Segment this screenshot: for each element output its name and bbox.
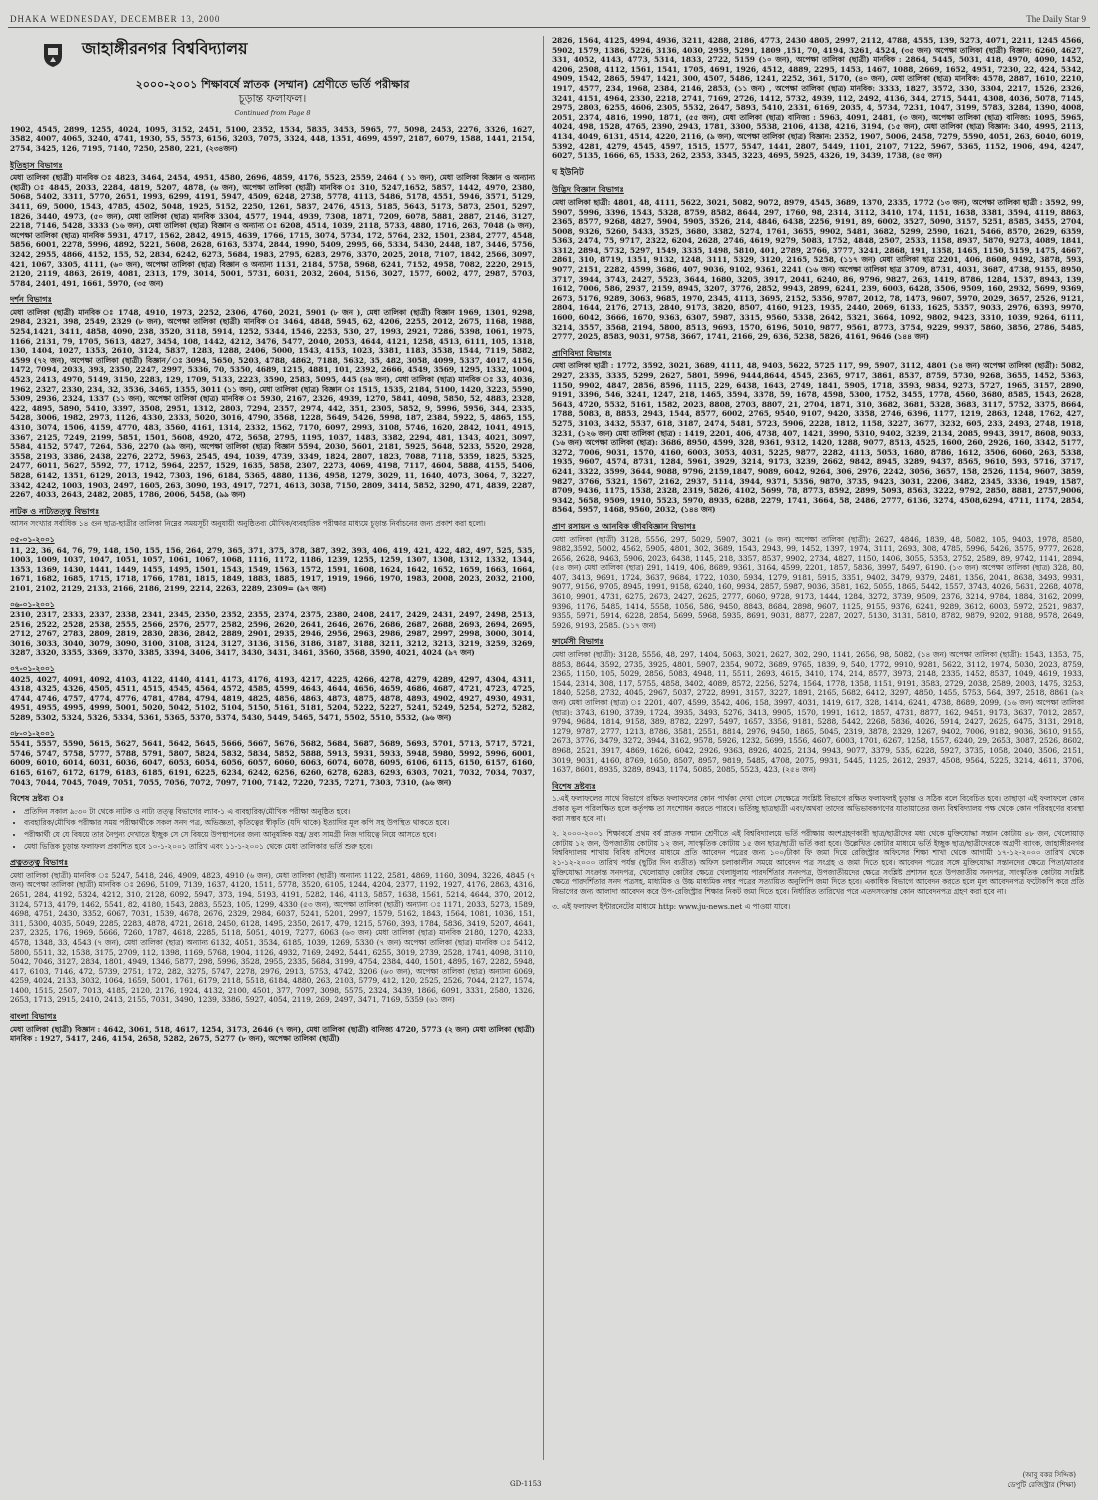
section-body: মেধা তালিকা (ছাত্রী) মানবিক ঃ 1748, 4910, 1973, 2252, 2306, 4760, 2021, 5901 (৮ জন ), মেধা তালিকা (ছাত্রী) বিজ্ঞান 1969, 1301, 9298, 2984, 2321, 398, 2549, 2329 (৮ জন), অপেক্ষা তালিকা (ছাত্রী) মানবিক ঃ 3464, 4848, 5945, 62, 4206, 2255, 2012, 2675, 1168, 1988, 5254,1421, 3411, 4858, 4090, 238, 3520, 3118, 5914, 1252, 5344, 1546, 2253, 530, 27, 1993, 2921, 7286, 5398, 1061, 1975, 1166, 2131, 79, 1705, 5613, 4827, 3454, 108, 1442, 4212, 3476, 5477, 2040, 2053, 4644, 4121, 1258, 4513, 6111, 105, 1318, 130, 1404, 1027, 1353, 2610, 3124, 5837, 1283, 1288, 2406, 5000, 1543, 4153, 1023, 3381, 1183, 3538, 1544, 7119, 5882, 4599 (৭২ জন), অপেক্ষা তালিকা (ছাত্রী) বিজ্ঞান/ঃ 3094, 5650, 5203, 4788, 4862, 7188, 5632, 35, 482, 3058, 4099, 5337, 4017, 4156, 1472, 7094, 2033, 393, 2350, 2247, 2997, 5336, 70, 5350, 4689, 1215, 4881, 101, 2392, 2666, 4549, 3569, 1295, 1332, 1004, 4523, 2413, 4970, 5149, 3150, 2283, 129, 1709, 5133, 2223, 3590, 2583, 5095, 445 (৪৯ জন), মেধা তালিকা (ছাত্র) মানবিক ঃ 33, 4036, 1962, 2327, 2330, 234, 32, 3536, 3465, 1355, 3011 (১১ জন), মেধা তালিকা (ছাত্র) বিজ্ঞান ঃ 1515, 1535, 2184, 5100, 1420, 3223, 5590, 5309, 2936, 2324, 1337 (১১ জন), অপেক্ষা তালিকা (ছাত্র) মানবিক ঃ 5930, 2167, 2326, 4939, 1270, 5841, 4098, 5850, 52, 4883, 2328, 422, 4895, 5890, 5410, 3397, 3508, 2951, 1312, 2803, 7294, 2357, 2974, 442, 351, 2305, 5852, 9, 5996, 5956, 344, 2335, 5428, 3006, 1982, 2973, 1126, 4330, 2333, 5020, 3016, 4790, 3568, 1228, 5649, 5426, 5998, 187, 2384, 5922, 5, 4865, 155, 4310, 3074, 1506, 4159, 4770, 483, 3560, 4161, 1314, 2332, 1562, 7170, 6097, 2993, 3108, 5746, 1620, 2842, 1041, 4915, 3367, 2125, 7249, 2199, 5851, 1501, 5608, 4920, 472, 5658, 2795, 1195, 1037, 1483, 3382, 2294, 481, 1343, 4021, 3097, 5584, 4152, 5747, 7264, 536, 2270 (৯৯ জন), অপেক্ষা তালিকা (ছাত্র) বিজ্ঞান 5594, 2030, 5601, 2181, 5925, 5648, 5233, 5520, 2928, 3558, 2193, 3386, 2438, 2276, 2272, 5963, 2545, 494, 1039, 4739, 3349, 1824, 2807, 1823, 7088, 7118, 5359, 1825, 5325, 2477, 6011, 5627, 5592, 77, 1712, 5964, 2257, 1529, 1635, 5858, 2307, 2273, 4069, 4198, 7117, 4604, 5888, 4155, 5406, 5828, 6142, 1351, 6129, 2013, 1942, 7303, 196, 6184, 5365, 4880, 1136, 4958, 1279, 3029, 11, 1640, 4073, 3064, 7, 3227, 3342, 4242, 1003, 1903, 2497, 1605, 263, 3090, 193, 4917, 7271, 4613, 3038, 7150, 2809, 3414, 5852, 3290, 471, 4839, 2287, 2267, 4033, 2643, 2482, 2085, 1786, 2006, 5458, (৯৯ জন) <box>10 307 535 500</box>
right-column <box>552 36 1084 1460</box>
bangla-continued: 2826, 1564, 4125, 4994, 4936, 3211, 4288, 2186, 4773, 2430 4805, 2997, 2112, 4788, 4555, 139, 5273, 4071, 2211, 1245 4566, 5902, 1579, 1386, 5226, 3136, 4030, 2959, 5291, 1809 ,151, 70, 4194, 3261, 4524, (৩৫ জন) অপেক্ষা তালিকা (ছাত্রী) বিজ্ঞান: 6260, 4627, 331, 4052, 4143, 4773, 5314, 1833, 2722, 5159 (১০ জন), অপেক্ষা তালিকা (ছাত্রী) মানবিক : 2864, 5445, 5031, 418, 4970, 4090, 1452, 4206, 2508, 4112, 1561, 1541, 1705, 4691, 1926, 4512, 4889, 2295, 1453, 1467, 1088, 2669, 1652, 4951, 7230, 22, 424, 5342, 4909, 1542, 2865, 5947, 1421, 300, 4507, 5486, 1241, 2252, 361, 5170, (৪০ জন), মেধা তালিকা (ছাত্র) মানবিক: 4578, 2887, 1610, 2210, 1917, 4577, 234, 1968, 2384, 2146, 2853, (১১ জন) , অপেক্ষা তালিকা (ছাত্র) মানবিক: 3333, 1827, 3572, 330, 3304, 2217, 1526, 2326, 3241, 4151, 4964, 2330, 2218, 2741, 7169, 2726, 1412, 5732, 4939, 112, 2492, 4136, 344, 2715, 5441, 4308, 4036, 5078, 7145, 2975, 2803, 6255, 4606, 2305, 5532, 2647, 5893, 5410, 2331, 6169, 2035, 4, 5734, 7231, 1047, 3199, 5783, 3284, 1390, 4008, 2051, 2374, 4816, 1990, 1871, (৫৫ জন), মেধা তালিকা (ছাত্র) বানিজ্য : 5963, 4091, 2481, (৩ জন), অপেক্ষা তালিকা (ছাত্র) বানিজ্য: 1095, 5965, 4024, 498, 1528, 4765, 2390, 2943, 1781, 3300, 5538, 2106, 4138, 4216, 3194, (১৫ জন), মেধা তালিকা (ছাত্র) বিজ্ঞান: 340, 4995, 2113, 4134, 4049, 6131, 4514, 4220, 2116, (৯ জন), অপেক্ষা তালিকা (ছাত্র) বিজ্ঞান: 2352, 1907, 5006, 2458, 7279, 5590, 4051, 263, 6040, 6019, 5392, 4281, 4279, 4545, 4597, 1515, 1577, 5547, 1441, 2807, 5449, 1101, 2107, 7122, 5967, 5365, 1152, 1906, 494, 4247, 6027, 5135, 1666, 65, 1533, 262, 2353, 3345, 3223, 4695, 5925, 4326, 19, 3439, 1738, (৪৫ জন) <box>552 36 1084 161</box>
note-item: • প্রতিদিন সকাল ৯:৩০ টা থেকে নাটক ও নাট্য তত্ত্ব বিভাগের ল্যাব-১ এ ব্যবহারিক/মৌখিক পরীক্ষা অনুষ্ঠিত হবে। <box>24 807 535 817</box>
section-archaeology <box>10 858 535 1005</box>
note-item: • পরীক্ষার্থী যে যে বিষয়ে তার নৈপুন্য দেখাতে ইচ্ছুক সে সে বিষয়ে উপস্থাপনের জন্য আনুষঙ্গিক যন্ত্র/ দ্রব্য সামগ্রী নিজ দায়িত্বে নিয়ে আসতে হবে। <box>24 830 535 840</box>
notice-header <box>10 36 535 80</box>
section-body: মেধা তালিকা (ছাত্রী) মানবিক ঃ 5247, 5418, 246, 4909, 4823, 4910 (৬ জন), মেধা তালিকা (ছাত্রী) অন্যান্য 1122, 2581, 4869, 1160, 3094, 3226, 4845 (৭ জন) অপেক্ষা তালিকা (ছাত্রী) মানবিক ঃ 2696, 5109, 7139, 1637, 4120, 1511, 5778, 3520, 6105, 1244, 4204, 2377, 1192, 1927, 4176, 2863, 4316, 2651, 284, 4192, 5324, 4212, 310, 2128, 6092, 5947, 373, 194, 5193, 4191, 5282, 146, 4113, 5857, 1638, 1561, 5214, 4644, 370, 2012, 3124, 5713, 4179, 1462, 5541, 82, 4180, 1543, 2883, 5523, 105, 1299, 4330 (৫৩ জন), অপেক্ষা তালিকা (ছাত্রী) অন্যান্য ঃ 1171, 2033, 5273, 1589, 4698, 4751, 2430, 3352, 6067, 7031, 1539, 4678, 2676, 2329, 2984, 6037, 5241, 5201, 2997, 1579, 5162, 1843, 1564, 1081, 1036, 151, 311, 5300, 4035, 5049, 2285, 2283, 4878, 4721, 2618, 2450, 6128, 1495, 2350, 2617, 479, 1215, 5760, 393, 1784, 5836, 3419, 5207, 4641, 237, 2325, 176, 1969, 5666, 7260, 1787, 4618, 2285, 5118, 5051, 4019, 7277, 6063 (৬৩ জন) মেধা তালিকা (ছাত্র) মানবিক 2180, 1270, 4233, 4578, 1348, 33, 4543 (৭ জন), মেধা তালিকা (ছাত্র) অন্যান্য 6132, 4051, 3534, 6185, 1039, 1269, 5330 (৭ জন) অপেক্ষা তালিকা (ছাত্র) মানবিক ঃ 5412, 5800, 5511, 32, 1538, 3175, 2709, 112, 1398, 1169, 5768, 1904, 1126, 4932, 7169, 2492, 5441, 6255, 3019, 2739, 2528, 1741, 4098, 3110, 5042, 7046, 3127, 2834, 1801, 4949, 1346, 5877, 298, 5996, 3528, 2955, 2335, 5684, 3199, 4754, 2384, 440, 1501, 4895, 167, 2282, 5948, 417, 6103, 7146, 472, 5739, 2751, 172, 282, 3275, 5747, 2278, 2976, 2913, 5753, 4742, 3206 (৬৩ জন), অপেক্ষা তালিকা (ছাত্র) অন্যান্য 6069, 4259, 4024, 2133, 3032, 1064, 1659, 5001, 1761, 6179, 2118, 5518, 6184, 4880, 263, 2103, 5779, 412, 120, 2525, 2526, 7044, 2127, 1574, 1400, 1515, 2507, 7013, 4185, 2120, 2176, 1924, 4132, 2100, 4501, 377, 7097, 3098, 5575, 2324, 3439, 1866, 6091, 3331, 2580, 1326, 2653, 1713, 2915, 2410, 2413, 2155, 7031, 3490, 1239, 3386, 5927, 4054, 2119, 269, 2497, 3471, 7169, 5359 (৬১ জন) <box>10 870 535 1005</box>
schedule-list: 2310, 2317, 2333, 2337, 2338, 2341, 2345, 2350, 2352, 2355, 2374, 2375, 2380, 2408, 2417, 2429, 2431, 2497, 2498, 2513, 2516, 2522, 2528, 2538, 2555, 2566, 2576, 2577, 2582, 2596, 2620, 2641, 2646, 2676, 2686, 2687, 2688, 2693, 2694, 2695, 2712, 2767, 2783, 2809, 2819, 2830, 2836, 2842, 2889, 2901, 2935, 2946, 2956, 2963, 2986, 2987, 2997, 2998, 3000, 3014, 3016, 3033, 3040, 3079, 3090, 3100, 3108, 3124, 3127, 3136, 3156, 3186, 3187, 3188, 3211, 3212, 3213, 3219, 3259, 3269, 3287, 3320, 3355, 3369, 3370, 3385, 3394, 3406, 3417, 3430, 3431, 3461, 3560, 3568, 3590, 4021, 4024 (৯৭ জন) <box>10 610 535 658</box>
schedule-date: ০৭-০১-২০০১ <box>10 664 55 674</box>
schedule-date: ০৬-০১-২০০১ <box>10 599 55 609</box>
continued-list: 1902, 4545, 2899, 1255, 4024, 1095, 3152, 2451, 5100, 2352, 1534, 5835, 3453, 5965, 77, 5098, 2453, 2276, 3326, 1627, 3582, 4007, 4065, 3240, 4741, 1930, 55, 5573, 6156, 3203, 7075, 3324, 448, 1351, 4699, 4597, 2187, 6079, 1588, 1441, 2154, 2754, 3425, 126, 7195, 7140, 7250, 2580, 221, (২৩৪জন) <box>10 124 535 153</box>
section-bangla <box>10 1012 535 1044</box>
section-body: মেধা তালিকা (ছাত্রী) 3128, 5556, 297, 5029, 5907, 3021 (৬ জন) অপেক্ষা তালিকা (ছাত্রী): 2627, 4846, 1839, 48, 5082, 105, 9403, 1978, 8580, 9882,3592, 5002, 4562, 5905, 4801, 302, 3689, 1543, 2943, 99, 1452, 1397, 1974, 3111, 2693, 308, 4785, 5996, 5426, 3575, 9777, 2628, 2656, 2628, 9463, 5906, 2023, 6438, 1145, 218, 3357, 8537, 9902, 2734, 4827, 1150, 1406, 3055, 5353, 2752, 2589, 89, 9742, 1141, 2894, (৫৪ জন) মেধা তালিকা (ছাত্র) 291, 1419, 406, 8689, 9361, 3164, 4599, 2201, 1857, 5836, 3997, 5497, 6190. (১৩ জন) অপেক্ষা তালিকা (ছাত্র) 328, 80, 407, 3413, 9691, 1724, 3637, 9684, 1722, 1030, 5934, 1279, 9181, 5915, 3351, 9402, 3479, 9379, 2481, 1356, 2041, 8638, 3493, 9931, 9077, 9156, 9705, 8945, 1991, 9158, 6240, 160, 9934, 2857, 5987, 9036, 3581, 162, 5055, 1865, 5442, 1557, 3743, 4026, 5631, 2268, 4078, 3610, 9901, 4731, 6275, 2673, 2427, 2625, 2777, 6060, 9728, 9173, 1444, 1284, 3272, 3739, 9509, 2376, 3214, 9784, 1884, 3162, 2099, 9396, 1176, 5485, 1414, 5558, 1056, 586, 9450, 8843, 8684, 2898, 9607, 1125, 9155, 9376, 6241, 9289, 3612, 6003, 5972, 2521, 9837, 9355, 5971, 5914, 6228, 2854, 5699, 5968, 5935, 8691, 9031, 8877, 2287, 2027, 5130, 3131, 5810, 8782, 9879, 9202, 9188, 9578, 2649, 5926, 9193, 2585. (১১৭ জন) <box>552 534 1084 630</box>
left-column <box>10 36 535 1460</box>
note-item: ৩. এই ফলাফল ইন্টারনেটের মাধ্যমে http: www.ju-news.net এ পাওয়া যাবে। <box>552 902 791 912</box>
section-body: মেধা তালিকা ছাত্রী : 1772, 3592, 3021, 3689, 4111, 48, 9403, 5622, 5725 117, 99, 5907, 3112, 4801 (১৪ জন) অপেক্ষা তালিকা (ছাত্রী): 5082, 2927, 2335, 3335, 5299, 2627, 5801, 5996, 9444,8644, 4545, 2365, 9717, 3861, 8537, 8759, 5730, 9268, 3655, 1452, 5363, 1150, 9902, 4847, 2856, 8596, 1115, 229, 6438, 1643, 2749, 1841, 5905, 1718, 3593, 9834, 9273, 5727, 1965, 3157, 2890, 9191, 3396, 546, 3241, 1247, 218, 1465, 3594, 3378, 59, 1678, 4598, 5300, 1752, 3455, 1778, 4560, 3680, 8585, 1543, 2628, 5643, 4720, 5532, 5161, 1582, 2023, 8808, 2703, 8807, 21, 2704, 1871, 310, 3682, 3681, 5328, 3683, 3117, 5752, 3375, 8664, 1788, 5083, 8, 8853, 2943, 1544, 8577, 6002, 2765, 9540, 9107, 9420, 3358, 2746, 6396, 1177, 1219, 2863, 1248, 1762, 427, 5275, 3103, 3432, 5537, 618, 3187, 2474, 5481, 5723, 5906, 2228, 1812, 1158, 3227, 3677, 3232, 605, 233, 2493, 2748, 1918, 3231, (১২৬ জন) মেধা তালিকা (ছাত্র) : 1419, 2201, 406, 4738, 407, 1421, 3990, 5310, 9402, 3239, 2134, 2085, 9943, 3917, 8608, 9033,(১৬ জন) অপেক্ষা তালিকা (ছাত্র): 3686, 8950, 4599, 328, 9361, 9312, 1420, 1288, 9077, 8513, 4525, 1600, 260, 2926, 160, 3342, 5177, 3272, 7006, 9031, 1570, 4160, 6003, 3053, 4031, 5225, 9877, 2282, 4113, 5053, 1680, 8786, 1612, 3506, 6060, 263, 5338, 1935, 9607, 4574, 8731, 1284, 5961, 3929, 3214, 9173, 3239, 2662, 9842, 8945, 3289, 9437, 8565, 9610, 593, 5716, 3717, 6241, 3322, 3599, 3644, 9088, 9796, 2159,1847, 9089, 6042, 9264, 306, 2976, 2242, 3056, 3657, 158, 2526, 1154, 9607, 3859, 9827, 3766, 5321, 1567, 2162, 2937, 5114, 3944, 9371, 5356, 9870, 3735, 9423, 3031, 2206, 3482, 2345, 3336, 1949, 1587, 8709, 9436, 1175, 1538, 2328, 2319, 5826, 4102, 5699, 78, 8773, 8592, 2899, 5093, 8563, 3222, 9792, 2850, 8881, 2757,9006, 9342, 5658, 9509, 1910, 5523, 5970, 8935, 6288, 2279, 1741, 3664, 58, 2486, 2777, 6136, 3274, 4508,6294, 4711, 1174, 2854, 8564, 5957, 1468, 9560, 2032, (১৪৪ জন) <box>552 361 1084 515</box>
schedule-list: 4025, 4027, 4091, 4092, 4103, 4122, 4140, 4141, 4173, 4176, 4193, 4217, 4225, 4266, 4278, 4279, 4289, 4297, 4304, 4311, 4318, 4325, 4326, 4505, 4511, 4515, 4545, 4564, 4572, 4585, 4599, 4643, 4644, 4656, 4659, 4686, 4687, 4721, 4723, 4725, 4744, 4746, 4757, 4774, 4776, 4781, 4784, 4794, 4819, 4825, 4856, 4863, 4873, 4875, 4878, 4893, 4902, 4927, 4930, 4931, 4951, 4955, 4995, 4999, 5001, 5020, 5042, 5102, 5104, 5150, 5161, 5181, 5204, 5222, 5227, 5241, 5249, 5254, 5272, 5282, 5289, 5302, 5324, 5326, 5334, 5361, 5365, 5370, 5374, 5430, 5449, 5465, 5471, 5502, 5510, 5532, (৯৬ জন) <box>10 674 535 723</box>
section-heading: প্রাণ রসায়ন ও আনবিক জীববিজ্ঞান বিভাগঃ <box>552 520 697 531</box>
section-heading: বাংলা বিভাগঃ <box>10 1011 57 1022</box>
schedule-date: ০৫-০১-২০০১ <box>10 534 55 544</box>
masthead-date: DHAKA WEDNESDAY, DECEMBER 13, 2000 <box>10 14 221 24</box>
university-emblem-icon <box>42 42 64 68</box>
note-item: • ব্যবহারিক/মৌখিক পরীক্ষার সময় পরীক্ষার্থীকে সকল সনদ পত্র, অভিজ্ঞতা, কৃতিত্বের স্বীকৃতি (যদি থাকে) ইত্যাদির মূল কপি সহ উপস্থিত থাকতে হবে। <box>24 818 535 828</box>
section-heading: প্রত্নতত্ত্ব বিভাগঃ <box>10 857 69 868</box>
section-heading: নাটক ও নাট্যতত্ত্ব বিভাগঃ <box>10 505 100 516</box>
section-body: মেধা তালিকা (ছাত্রী): 3128, 5556, 48, 297, 1404, 5063, 3021, 2627, 302, 290, 1141, 2656, 98, 5082, (১৪ জন) অপেক্ষা তালিকা (ছাত্রী): 1543, 1353, 75, 8853, 8644, 3592, 2735, 3925, 4801, 5907, 2354, 9072, 3689, 9765, 1839, 9, 540, 1772, 9910, 9281, 5622, 3112, 1974, 5030, 2023, 8759, 2365, 1150, 105, 5029, 2856, 5083, 4948, 11, 5511, 2693, 4615, 3410, 174, 214, 8577, 3973, 2148, 2335, 1452, 8537, 1049, 4619, 1933, 1544, 2314, 308, 117, 5755, 4858, 3402, 4089, 8572, 2256, 5274, 1564, 1778, 1358, 1151, 9191, 3583, 2729, 2038, 2589, 2003, 1475, 3253, 1840, 5258, 2732, 4045, 2967, 5037, 2722, 8991, 3157, 3227, 1891, 2165, 5682, 6412, 3297, 4850, 1455, 5753, 564, 397, 2518, 8861 (৯২ জন) মেধা তালিকা (ছাত্র) ঃ 2201, 407, 4599, 3542, 406, 158, 3997, 4031, 1419, 617, 328, 1414, 6241, 4738, 8689, 2099, (১৬ জন) অপেক্ষা তালিকা (ছাত্র): 3743, 6190, 3739, 1724, 3935, 3493, 5276, 3413, 9905, 1570, 1991, 1612, 1857, 4731, 8877, 162, 9451, 9173, 3637, 7012, 2857, 9794, 9684, 1814, 9158, 389, 8782, 2297, 5497, 1657, 3356, 9181, 5288, 5442, 2268, 5836, 4026, 5914, 2427, 2625, 6475, 3131, 2918, 1279, 9787, 2777, 1213, 8786, 3581, 2551, 8814, 2976, 9450, 1865, 5045, 2319, 3878, 2329, 1267, 9402, 7006, 9182, 9036, 3610, 9155, 2673, 3776, 3479, 3272, 3944, 3162, 9578, 5926, 1232, 5699, 1556, 4607, 6003, 1701, 6267, 1258, 1557, 6240, 29, 2653, 3087, 2526, 8602, 8968, 2521, 3917, 4869, 1626, 6042, 2926, 9363, 8926, 4025, 2134, 9943, 9077, 3379, 535, 6228, 5927, 3735, 1058, 2040, 3506, 2151, 3019, 9031, 4160, 8769, 1650, 8507, 8957, 9819, 5485, 4708, 2075, 9931, 5445, 1125, 2612, 2937, 4508, 9564, 5225, 3214, 4611, 3706, 1637, 8601, 8935, 3289, 8943, 1174, 5085, 2085, 5523, 423, (২৫৪ জন) <box>552 650 1084 775</box>
section-heading: ফার্মেসী বিভাগঃ <box>552 636 604 647</box>
signatory-name: (আবু বকর সিদ্দিক) <box>1022 1471 1076 1479</box>
section-heading: উদ্ভিদ বিজ্ঞান বিভাগঃ <box>552 184 624 195</box>
column-divider <box>543 36 544 1460</box>
special-notes <box>552 782 1084 912</box>
section-drama <box>10 507 535 851</box>
ad-code: GD-1153 <box>510 1480 542 1488</box>
university-name: জাহাঙ্গীরনগর বিশ্ববিদ্যালয় <box>82 39 248 58</box>
section-pharmacy <box>552 637 1084 774</box>
section-body: আসন সংখ্যার সর্বাধিক ১৪ গুন ছাত্র-ছাত্রীর তালিকা নিম্নের সময়সূচী অনুযায়ী অনুষ্ঠিতব্য মৌখিক/ব্যবহারিক পরীক্ষার মাধ্যমে চূড়ান্ত নির্বাচনের জন্য প্রকাশ করা হলো। <box>10 519 486 529</box>
schedule-list: 5541, 5557, 5590, 5615, 5627, 5641, 5642, 5645, 5666, 5667, 5676, 5682, 5684, 5687, 5689, 5693, 5701, 5713, 5717, 5721, 5746, 5747, 5758, 5777, 5788, 5791, 5807, 5824, 5832, 5834, 5852, 5888, 5913, 5931, 5933, 5948, 5980, 5992, 5996, 6001, 6009, 6010, 6014, 6031, 6036, 6047, 6053, 6054, 6056, 6057, 6060, 6063, 6074, 6078, 6095, 6106, 6115, 6150, 6157, 6160, 6165, 6167, 6172, 6179, 6183, 6185, 6191, 6225, 6234, 6242, 6256, 6260, 6278, 6283, 6293, 6303, 7021, 7032, 7034, 7037, 7043, 7044, 7045, 7049, 7051, 7055, 7056, 7072, 7097, 7100, 7142, 7220, 7235, 7271, 7303, 7310, (৯৬ জন) <box>10 739 535 787</box>
section-history <box>10 161 535 289</box>
section-heading: প্রাণিবিদ্যা বিভাগঃ <box>552 347 612 358</box>
top-rule <box>8 27 1090 28</box>
schedule-list: 11, 22, 36, 64, 76, 79, 148, 150, 155, 156, 264, 279, 365, 371, 375, 378, 387, 392, 393, 406, 419, 421, 422, 482, 497, 525, 535, 1003, 1009, 1037, 1047, 1051, 1057, 1061, 1067, 1068, 1116, 1172, 1186, 1239, 1255, 1259, 1307, 1308, 1312, 1332, 1344, 1353, 1369, 1430, 1441, 1449, 1455, 1495, 1501, 1543, 1549, 1563, 1572, 1591, 1608, 1624, 1642, 1652, 1659, 1663, 1664, 1671, 1682, 1685, 1715, 1718, 1766, 1781, 1815, 1849, 1883, 1885, 1917, 1919, 1966, 1970, 1983, 2008, 2023, 2032, 2100, 2101, 2102, 2129, 2133, 2166, 2186, 2199, 2214, 2263, 2289, 2309= (৯৭ জন) <box>10 545 535 593</box>
signature-block <box>1008 1470 1076 1490</box>
note-item: • মেধা ভিত্তিক চূড়ান্ত ফলাফল প্রকাশিত হবে ১০-১-২০০১ তারিখ এবং ১১-১-২০০১ থেকে মেধা তালিকার ভর্তি শুরু হবে। <box>24 842 535 852</box>
notes-heading: বিশেষ দ্রষ্টব্য ঃ <box>10 793 64 804</box>
continued-note: Continued from Page 8 <box>234 109 311 118</box>
section-zoology <box>552 349 1084 515</box>
note-item: ২. ২০০০-২০০১ শিক্ষাবর্ষে প্রথম বর্ষ স্নাতক সম্মান শ্রেণীতে এই বিশ্ববিদ্যালয়ে ভর্তি পরীক্ষায় অংশগ্রহণকারী ছাত্র/ছাত্রীদের মধ্য থেকে মুক্তিযোদ্ধা সন্তান কোটায় ৪৮ জন, খেলোয়াড় কোটায় ১২ জন, উপজাতীয় কোটায় ১২ জন, সাংস্কৃতিক কোটায় ১৫ জন ছাত্র/ছাত্রী ভর্তি করা হবে। উল্লেখিত কোটার মাধ্যমে ভর্তি ইচ্ছুক ছাত্র/ছাত্রীদেরকে অগ্রণী ব্যাংক, জাহাঙ্গীরনগর বিশ্ববিদ্যালয় শাখায় বিবিধ রশিদের মাধ্যমে প্রতি আবেদন পত্রের জন্য ১০০/টাকা ফি জমা দিয়ে রেজিস্ট্রার অফিসের শিক্ষা শাখা থেকে আগামী ১৭-১২-২০০০ তারিখ থেকে ২১-১২-২০০০ তারিখ পর্যন্ত (ছুটির দিন ব্যতীত) অফিস চলাকালীন সময়ে আবেদন পত্র সংগ্রহ ও জমা দিতে হবে। আবেদন পত্রের সঙ্গে মুক্তিযোদ্ধা সন্তানদের ক্ষেত্রে পিতা/মাতার মুক্তিযোদ্ধা সংক্রান্ত সনদপত্র, খেলোয়াড় কোটার ক্ষেত্রে খেলাধুলায় পারদর্শিতার সনদপত্র, উপজাতীয়দের ক্ষেত্রে সংশ্লিষ্ট প্রশাসন হতে উপজাতীয় সনদপত্র, সাংস্কৃতিক কোটায় সংশ্লিষ্ট ক্ষেত্রে পারদর্শিতার সনদ পত্রসহ, মাধ্যমিক ও উচ্চ মাধ্যমিক নম্বর পত্রের সত্যায়িত অনুলিপি জমা দিতে হবে। একাধিক বিভাগে আবেদন করতে হলে মূল আবেদনপত্র ফটোকপি করে প্রতি বিভাগের জন্য আলাদা আবেদন করে উপ-রেজিস্ট্রার শিক্ষার নিকট জমা দিতে হবে। নির্ধারিত তারিখের পরে এতদসংক্রান্ত কোন আবেদনপত্র গ্রহণ করা হবে না। <box>552 829 1084 896</box>
section-philosophy <box>10 295 535 499</box>
schedule-date: ০৮-০১-২০০১ <box>10 728 55 738</box>
notes-heading: বিশেষ দ্রষ্টব্যঃ <box>552 780 597 791</box>
section-body: মেধা তালিকা (ছাত্রী) মানবিক ঃ 4823, 3464, 2454, 4951, 4580, 2696, 4859, 4176, 5523, 2559, 2464 ( ১১ জন), মেধা তালিকা বিজ্ঞান ও অন্যান্য (ছাত্রী) ঃ 4845, 2033, 2284, 4819, 5207, 4878, (৬ জন), অপেক্ষা তালিকা (ছাত্রী) মানবিক ঃ 310, 5247,1652, 5857, 1442, 4970, 2380, 5068, 5402, 3311, 5770, 2651, 1993, 6299, 4191, 5947, 4509, 6248, 2738, 5778, 4113, 5486, 5178, 4551, 5946, 3571, 5129, 3411, 69, 5000, 1543, 4785, 4502, 5048, 1925, 5152, 2250, 1261, 5837, 2476, 4513, 5185, 5643, 5173, 5873, 2501, 5297, 1826, 3440, 4973, (৫০ জন), মেধা তালিকা (ছাত্র) মানবিক 3304, 4577, 1944, 4939, 7308, 1871, 7209, 6078, 5881, 2887, 2146, 3127, 2218, 7146, 5428, 3333 (১৬ জন), মেধা তালিকা (ছাত্র) বিজ্ঞান ও অন্যান্য ঃ 6208, 4514, 1039, 2118, 5733, 4880, 1716, 263, 7048 (৯ জন), অপেক্ষা তালিকা (ছাত্র) মানবিক 5931, 4717, 1562, 2842, 4915, 4639, 1766, 1715, 3074, 5734, 172, 5764, 232, 1501, 2384, 2777, 4548, 5856, 6001, 2278, 5996, 4892, 5221, 5608, 2628, 6163, 5374, 2844, 1990, 5409, 2995, 66, 5334, 5430, 2448, 187, 3446, 5756, 3242, 2955, 4866, 4152, 155, 52, 2834, 6242, 6273, 5684, 1983, 2795, 6283, 2976, 3370, 2025, 2018, 7107, 1842, 2566, 3097, 421, 1067, 3305, 4111, (৬০ জন), অপেক্ষা তালিকা (ছাত্র) বিজ্ঞান ও অন্যান্য 1131, 2184, 5758, 5968, 6241, 7152, 4958, 7082, 2220, 2915, 2120, 2119, 4863, 2619, 4081, 2313, 179, 3014, 5001, 5731, 6031, 2032, 2604, 5156, 3027, 1577, 6002, 477, 2987, 5703, 5784, 2401, 491, 1661, 5970, (৩৫ জন) <box>10 173 535 288</box>
unit-heading: ঘ ইউনিট <box>552 167 584 178</box>
masthead-page: The Daily Star 9 <box>1026 14 1086 24</box>
section-heading: ইতিহাস বিভাগঃ <box>10 159 63 170</box>
section-biochemistry <box>552 522 1084 631</box>
note-item: ১.এই ফলাফলের সাথে বিভাগে রক্ষিত ফলাফলের কোন পার্থক্য দেখা গেলে সেক্ষেত্রে সংশ্লিষ্ট বিভাগে রক্ষিত ফলাফলই চূড়ান্ত ও সঠিক বলে বিবেচিত হবে। তাছাড়া এই ফলাফলে কোন প্রকার ভুল পরিলক্ষিত হলে কর্তৃপক্ষ তা সংশোধন করতে পারবে। ভর্তিচ্ছু ছাত্রছাত্রী এবং/অথবা তাদের অভিভাবকগণের যাতায়াতের জন্য বিশ্ববিদ্যালয় পক্ষ থেকে কোন পরিবহণের ব্যবস্থা করা সম্ভব হবে না। <box>552 794 1084 823</box>
section-heading: দর্শন বিভাগঃ <box>10 294 52 305</box>
notes-list <box>24 807 535 851</box>
newspaper-masthead <box>0 0 1098 30</box>
notice-final-result: চূড়ান্ত ফলাফল। <box>238 91 307 105</box>
section-body: মেধা তালিকা ছাত্রী: 4801, 48, 4111, 5622, 3021, 5082, 9072, 8979, 4545, 3689, 1370, 2335, 1772 (১৩ জন), অপেক্ষা তালিকা ছাত্রী : 3592, 99, 5907, 5996, 3396, 1543, 5328, 8759, 8582, 8644, 297, 1760, 98, 2314, 3112, 3410, 174, 1151, 1638, 3381, 3594, 4119, 8863, 2365, 8577, 9268, 4827, 5904, 5905, 3526, 214, 4846, 6438, 2256, 9191, 89, 6002, 3527, 5090, 3157, 5251, 8585, 3455, 2704, 5008, 9326, 5260, 5433, 3525, 3680, 3382, 5274, 1761, 3655, 9902, 5481, 3682, 5299, 2590, 1621, 5466, 8570, 2629, 6359, 5363, 2474, 75, 9717, 2322, 6204, 2628, 2746, 4619, 9279, 5083, 1752, 4848, 2507, 2533, 1158, 8937, 5870, 9273, 4089, 1841, 3312, 2894, 5732, 5297, 1549, 3335, 1498, 5810, 401, 2789, 2766, 3777, 3241, 2868, 191, 1358, 1465, 1150, 5159, 1475, 4667, 2861, 310, 8719, 1351, 9132, 1248, 3111, 5329, 3120, 2165, 5258, (১১৭ জন) মেধা তালিকা ছাত্র 2201, 406, 8608, 9492, 3878, 593, 9077, 2151, 2282, 4599, 3686, 407, 9036, 9102, 9361, 2241 (১৬ জন) অপেক্ষা তালিকা ছাত্র 3709, 8731, 4031, 3687, 4738, 9155, 8950, 3717, 3944, 3743, 2427, 5523, 3644, 1680, 3205, 3917, 2041, 6240, 86, 9796, 9827, 263, 1419, 8786, 1284, 1537, 8943, 139, 1612, 7006, 586, 2937, 2159, 8945, 3207, 3776, 2852, 9943, 2899, 6241, 239, 6003, 6428, 3506, 9509, 160, 2932, 5699, 9369, 2673, 5176, 9289, 3063, 9685, 1970, 2345, 4113, 3695, 2152, 5356, 9787, 2012, 78, 1473, 9607, 5970, 2029, 3657, 2526, 9121, 2804, 1644, 2176, 2713, 2840, 9173, 3820, 8507, 4160, 9123, 1935, 2440, 2069, 6133, 1625, 5357, 9033, 2976, 6393, 9970, 1600, 6042, 3666, 1670, 9363, 6307, 5987, 3315, 9560, 5338, 2642, 5321, 3664, 1092, 9802, 9423, 3310, 1039, 9264, 6111, 3214, 3557, 3568, 2194, 5800, 8513, 9693, 1570, 6196, 5010, 9877, 9561, 8773, 3754, 9229, 9937, 5860, 3856, 2786, 5485, 2777, 2025, 8583, 9031, 9758, 3667, 1741, 2166, 29, 636, 5238, 5826, 4161, 9646 (১৪৪ জন) <box>552 197 1084 342</box>
section-body: মেধা তালিকা (ছাত্রী) বিজ্ঞান : 4642, 3061, 518, 4617, 1254, 3173, 2646 (৭ জন), মেধা তালিকা (ছাত্রী) বানিজ্য 4720, 5773 (২ জন) মেধা তালিকা (ছাত্রী) মানবিক : 1927, 5417, 246, 4154, 2658, 5282, 2675, 5277 (৮ জন), অপেক্ষা তালিকা (ছাত্রী) <box>10 1024 535 1044</box>
signatory-title: ডেপুটি রেজিস্ট্রার (শিক্ষা) <box>1007 1481 1076 1489</box>
notice-subtitle: ২০০০-২০০১ শিক্ষাবর্ষে স্নাতক (সম্মান) শ্রেণীতে ভর্তি পরীক্ষার <box>135 78 410 91</box>
section-botany <box>552 185 1084 342</box>
